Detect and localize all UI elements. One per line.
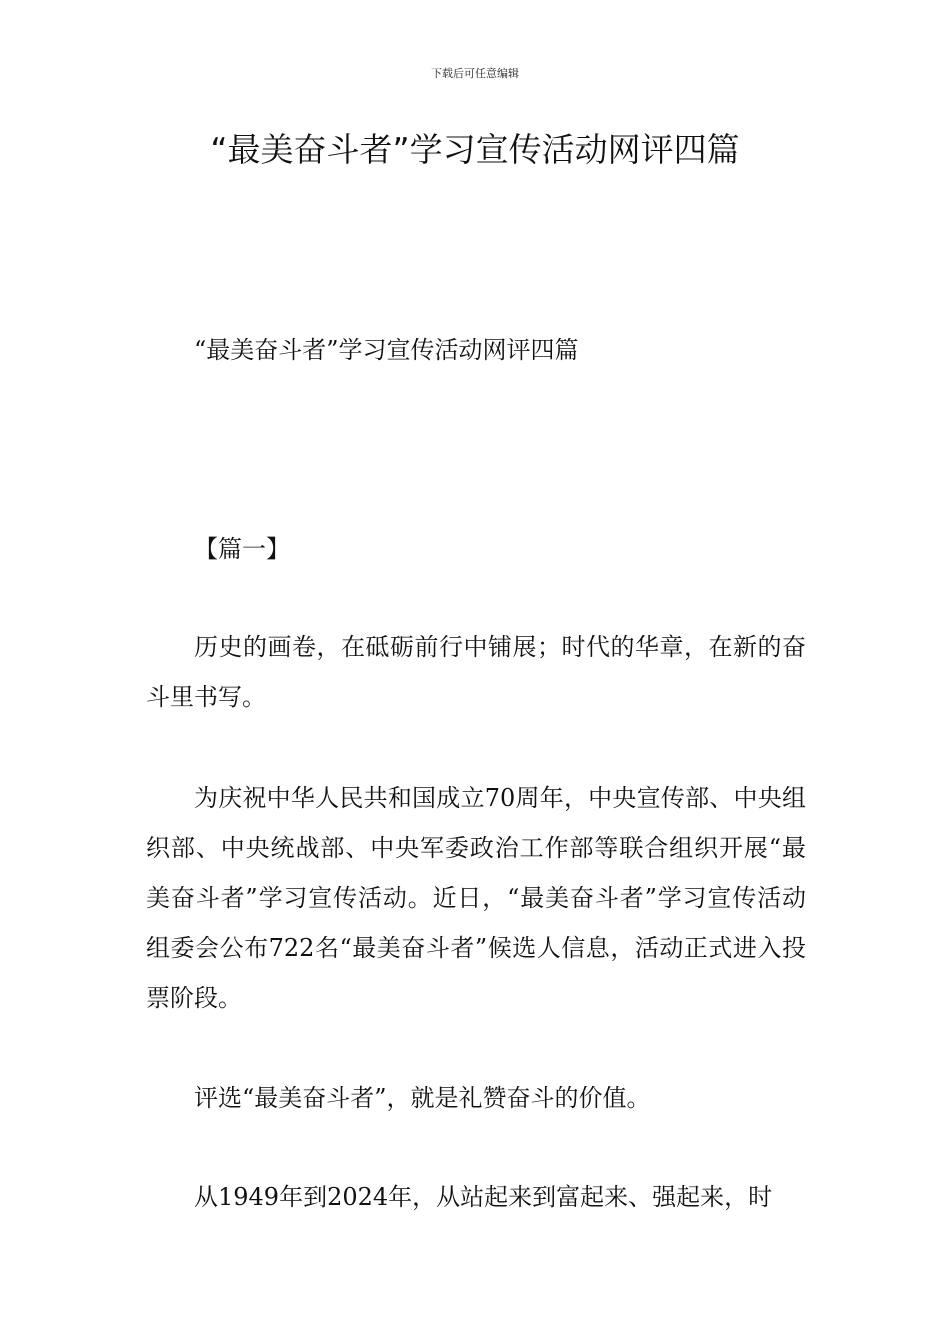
paragraph: 从1949年到2024年，从站起来到富起来、强起来，时 xyxy=(194,1183,773,1211)
section-label: 【篇一】 xyxy=(194,535,290,563)
document-title: “最美奋斗者”学习宣传活动网评四篇 xyxy=(210,130,740,169)
subtitle-line: “最美奋斗者”学习宣传活动网评四篇 xyxy=(194,336,579,364)
paragraph: 历史的画卷，在砥砺前行中铺展；时代的华章，在新的奋斗里书写。 xyxy=(146,633,806,711)
paragraph: 评选“最美奋斗者”，就是礼赞奋斗的价值。 xyxy=(194,1084,651,1112)
header-note: 下载后可任意编辑 xyxy=(431,67,519,80)
paragraph: 为庆祝中华人民共和国成立70周年，中央宣传部、中央组织部、中央统战部、中央军委政治工作部等联合组织开展“最美奋斗者”学习宣传活动。近日，“最美奋斗者”学习宣传活动组委会公布722名“最美奋斗者”候选人信息，活动正式进入投票阶段。 xyxy=(146,784,806,1012)
